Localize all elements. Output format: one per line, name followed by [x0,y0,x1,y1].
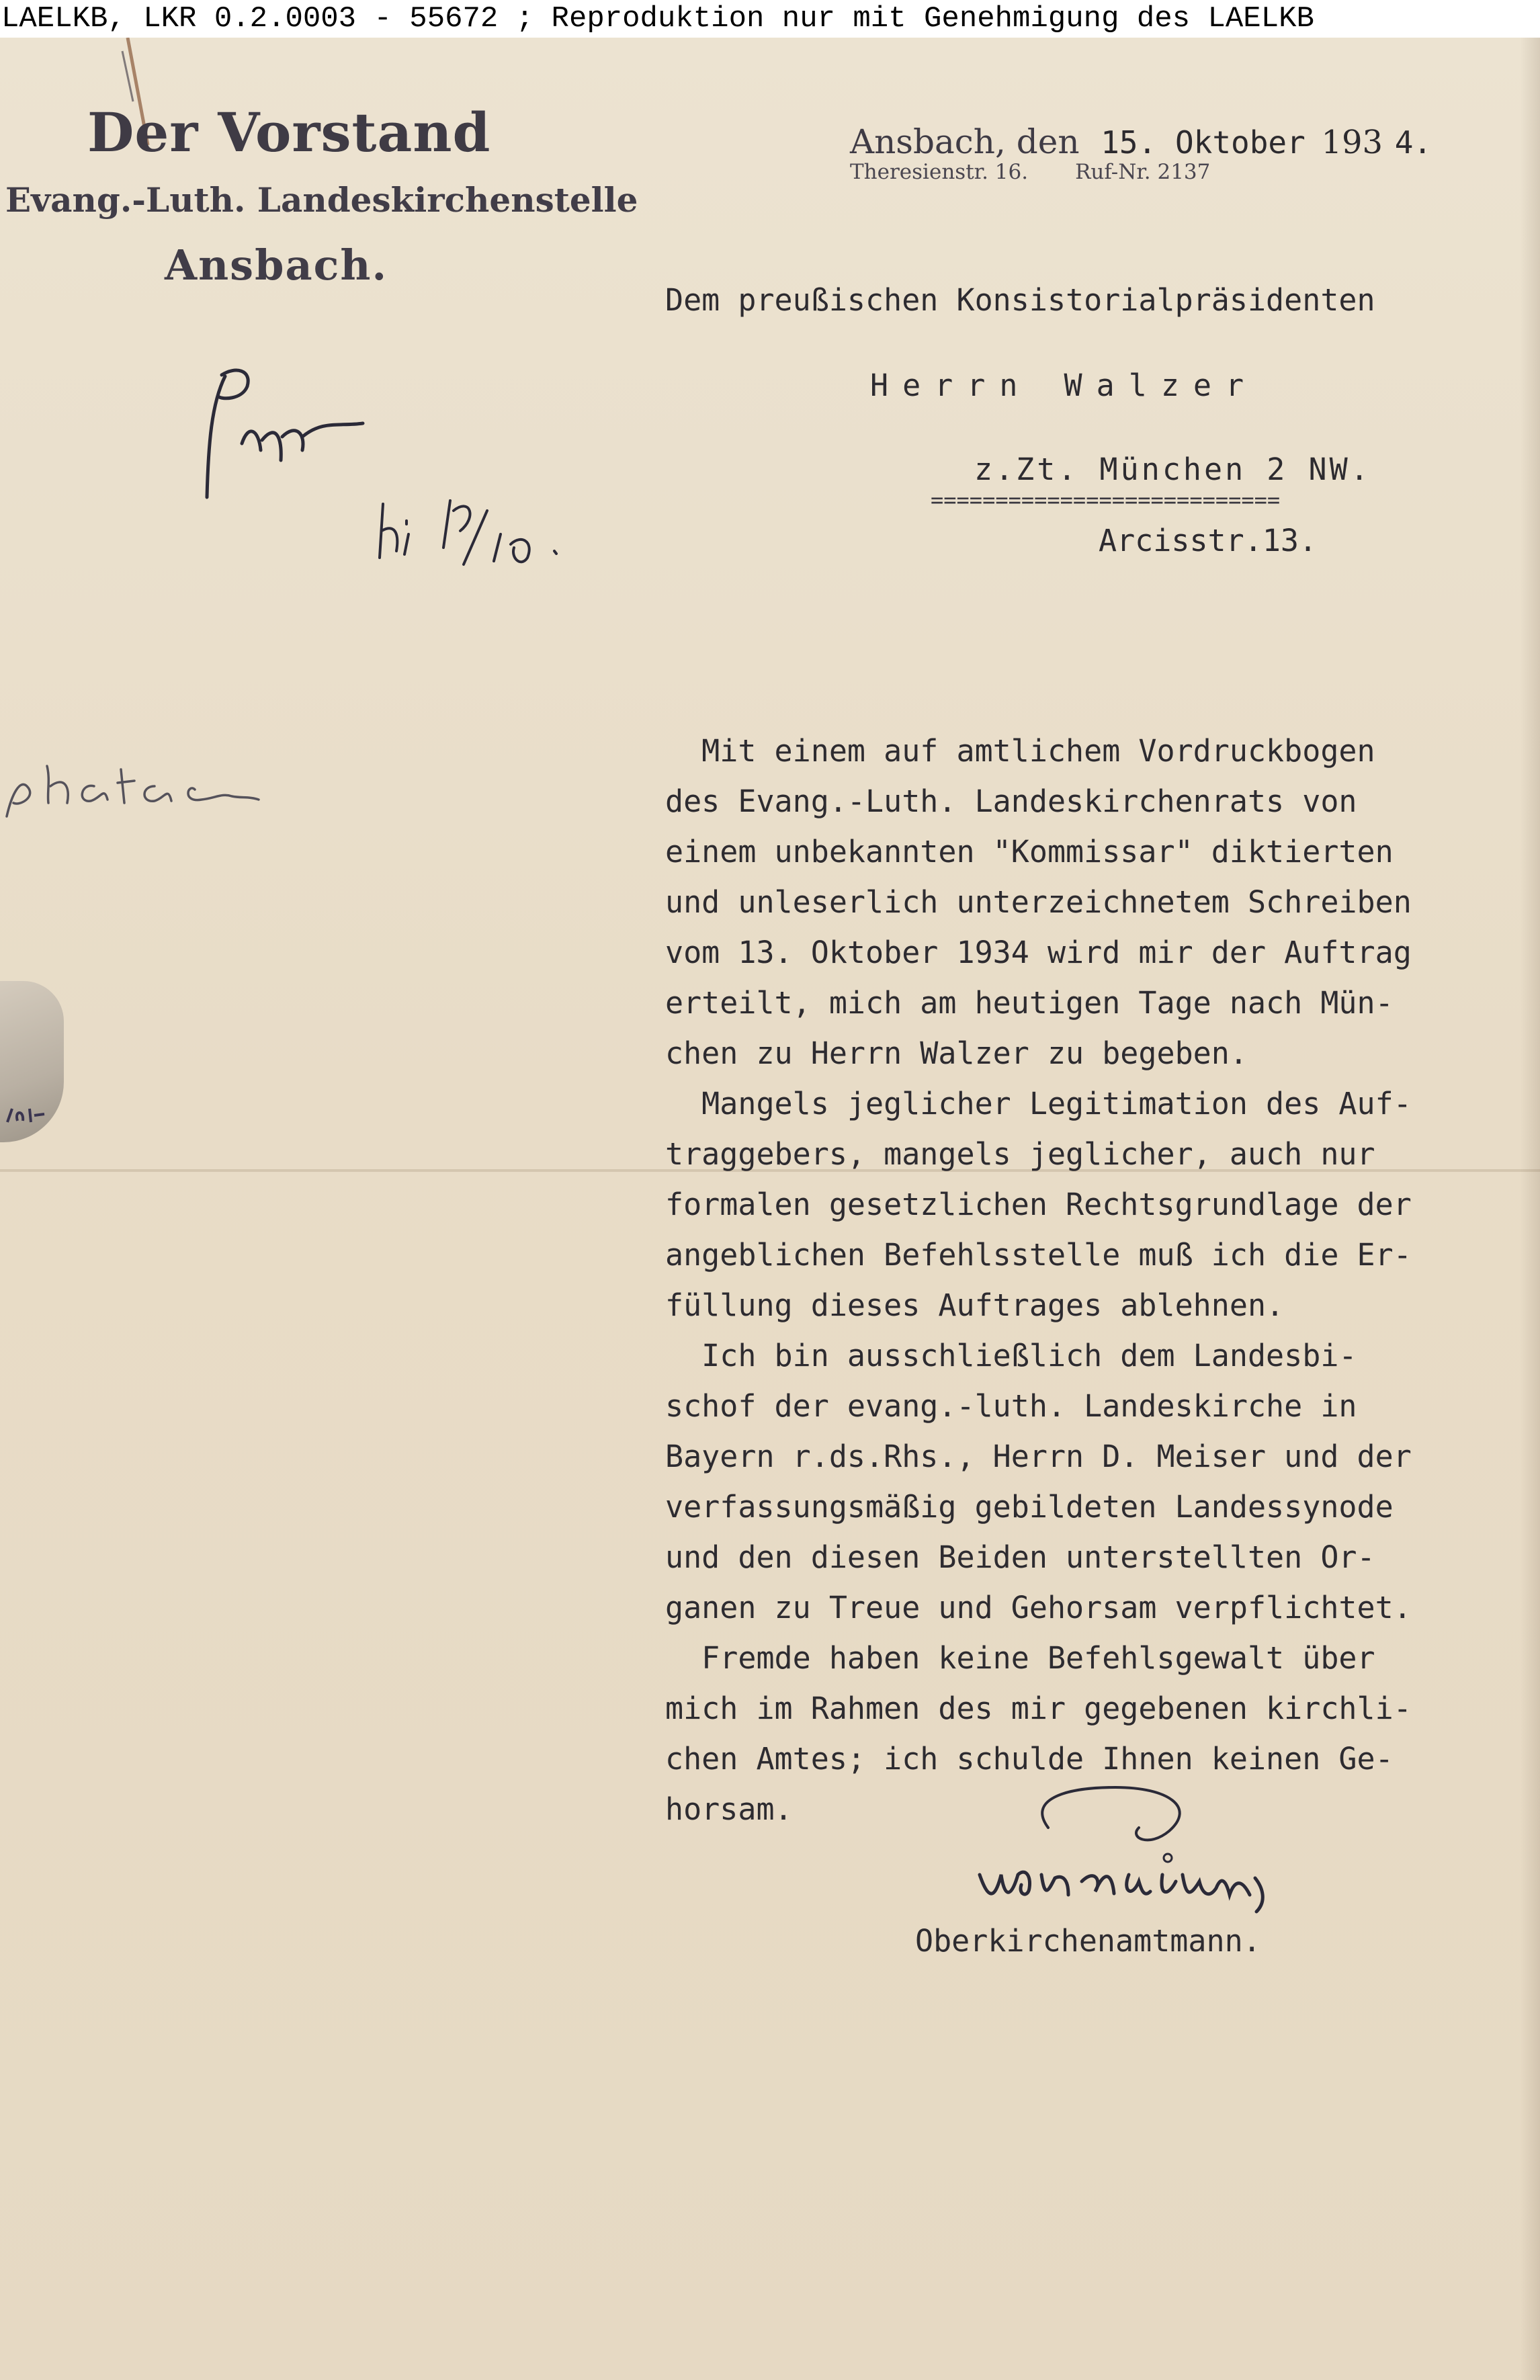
sender-street: Theresienstr. 16. [850,160,1029,184]
letter-body [665,726,1539,1834]
date-place: Ansbach, den [850,122,1080,161]
body-line: horsam. [665,1791,793,1827]
closing-title: Oberkirchenamtmann. [915,1923,1261,1959]
handwritten-margin-note [0,739,282,826]
recipient-street: Arcisstr.13. [1099,523,1318,558]
body-line: chen zu Herrn Walzer zu begeben. [665,1035,1248,1071]
handwritten-signature [968,1774,1344,1928]
body-line: ganen zu Treue und Gehorsam verpflichtet. [665,1590,1412,1625]
body-line: Mit einem auf amtlichem Vordruckbogen [665,733,1375,769]
date-month: Oktober [1174,124,1306,161]
body-line: mich im Rahmen des mir gegebenen kirchli- [665,1691,1412,1726]
body-line: Mangels jeglicher Legitimation des Auf- [665,1086,1412,1121]
body-line: und den diesen Beiden unterstellten Or- [665,1539,1375,1575]
date-year-suffix: 4. [1394,124,1432,161]
letterhead-title: Der Vorstand [87,101,491,164]
dateline [850,122,1432,161]
archive-banner: LAELKB, LKR 0.2.0003 - 55672 ; Reproduktion nur mit Genehmigung des LAELKB [0,0,1540,38]
handwritten-initials [195,363,396,511]
body-line: schof der evang.-luth. Landeskirche in [665,1388,1357,1424]
tear-fragment [4,1102,58,1135]
date-day: 15. [1101,124,1157,161]
body-line: und unleserlich unterzeichnetem Schreiben [665,884,1412,920]
recipient-underline: =========================== [931,487,1281,513]
body-line: einem unbekannten "Kommissar" diktierten [665,834,1394,869]
body-line: Fremde haben keine Befehlsgewalt über [665,1640,1375,1676]
body-line: angeblichen Befehlsstelle muß ich die Er- [665,1237,1412,1273]
recipient-name: Herrn Walzer [870,368,1258,403]
recipient-title: Dem preußischen Konsistorialpräsidenten [665,282,1375,318]
body-line: vom 13. Oktober 1934 wird mir der Auftrag [665,935,1412,970]
letterhead-organization: Evang.-Luth. Landeskirchenstelle [5,180,638,220]
body-line: chen Amtes; ich schulde Ihnen keinen Ge- [665,1741,1394,1777]
body-line: erteilt, mich am heutigen Tage nach Mün- [665,985,1394,1021]
body-line: Bayern r.ds.Rhs., Herrn D. Meiser und der [665,1439,1412,1474]
letterhead-city: Ansbach. [165,241,388,290]
recipient-location: z.Zt. München 2 NW. [974,452,1371,487]
sender-address [850,160,1210,184]
date-year-prefix: 193 [1321,124,1383,161]
body-line: traggebers, mangels jeglicher, auch nur [665,1136,1375,1172]
sender-phone: Ruf-Nr. 2137 [1075,160,1211,184]
body-line: Ich bin ausschließlich dem Landesbi- [665,1338,1357,1373]
body-line: füllung dieses Auftrages ablehnen. [665,1287,1285,1323]
body-line: des Evang.-Luth. Landeskirchenrats von [665,783,1357,819]
body-line: formalen gesetzlichen Rechtsgrundlage der [665,1187,1412,1222]
handwritten-date-note [376,484,564,571]
body-line: verfassungsmäßig gebildeten Landessynode [665,1489,1394,1525]
